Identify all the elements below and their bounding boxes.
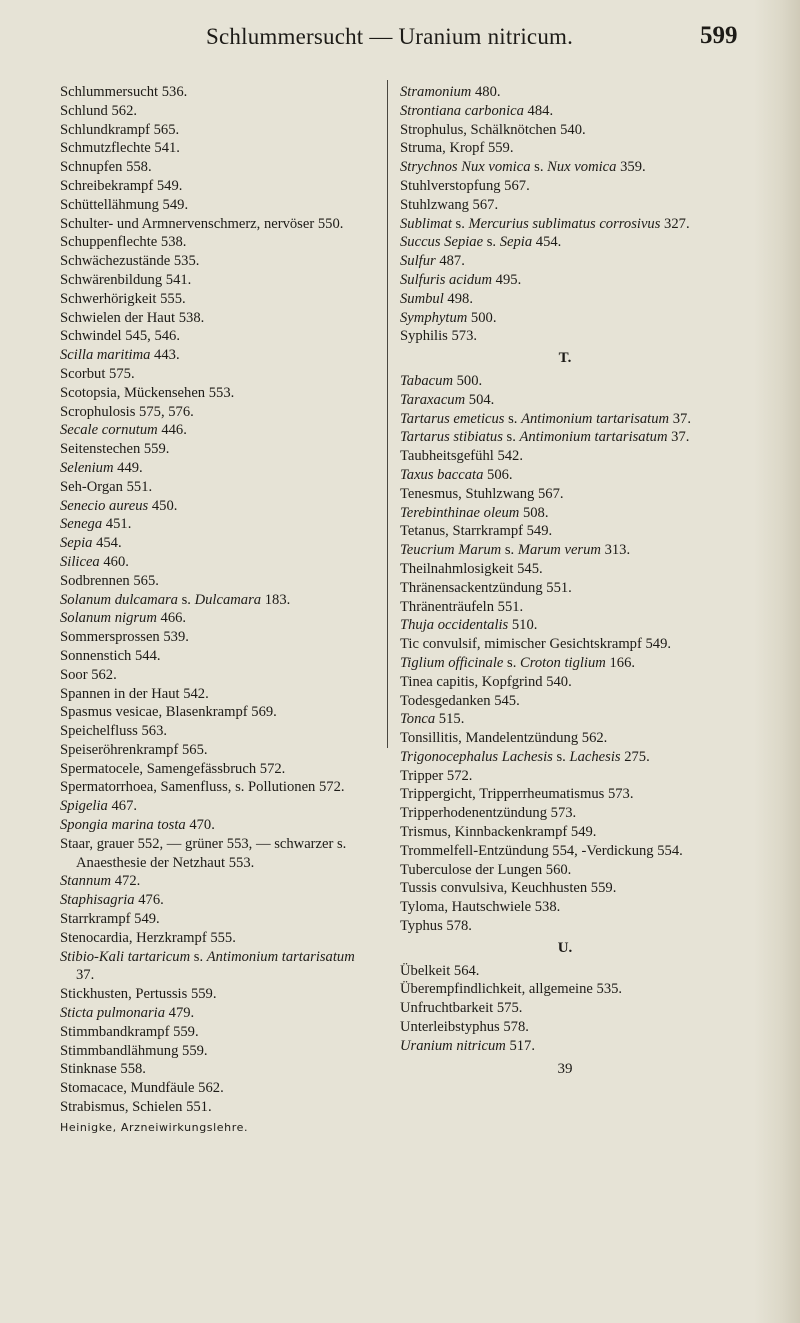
- entry-term: Schmutzflechte 541.: [60, 140, 180, 157]
- footer-note: Heinigke, Arzneiwirkungslehre.: [60, 1120, 249, 1134]
- index-entry: [60, 1004, 375, 1023]
- section-letter-t: T.: [558, 350, 572, 367]
- index-entry: [60, 722, 375, 741]
- index-entry: [60, 139, 375, 158]
- entry-term: Succus Sepiae: [400, 234, 484, 251]
- index-entry: [60, 985, 375, 1004]
- column-divider: [387, 80, 388, 748]
- entry-term: Starrkrampf 549.: [60, 911, 160, 928]
- index-entry: [400, 447, 730, 466]
- entry-term: Schlund 562.: [60, 102, 138, 119]
- entry-term: Tartarus emeticus: [400, 410, 505, 427]
- index-entry: [60, 158, 375, 177]
- index-entry: [60, 591, 375, 610]
- entry-page-ref: 480.: [471, 84, 501, 100]
- index-entry: [400, 522, 730, 541]
- index-entry: [400, 271, 730, 290]
- index-entry: [400, 428, 730, 447]
- entry-term: Stimmbandkrampf 559.: [60, 1023, 199, 1040]
- entry-page-ref: 506.: [483, 466, 513, 483]
- index-entry: [60, 553, 375, 572]
- entry-page-ref: 508.: [519, 504, 549, 521]
- entry-term: Scilla maritima: [60, 347, 151, 364]
- entry-term: Schwärenbildung 541.: [60, 271, 192, 288]
- entry-term: Taubheitsgefühl 542.: [400, 448, 523, 465]
- index-entry: [400, 83, 730, 102]
- entry-term: Tartarus stibiatus: [400, 429, 503, 446]
- index-entry: [60, 102, 375, 121]
- index-entry: [400, 1037, 730, 1056]
- right-entry-list-t: [400, 372, 730, 936]
- entry-cross-reference: Dulcamara: [194, 591, 262, 608]
- index-entry: [60, 929, 375, 948]
- index-entry: [60, 327, 375, 346]
- index-entry: [60, 196, 375, 215]
- entry-term: Scorbut 575.: [60, 365, 135, 382]
- entry-term: Unfruchtbarkeit 575.: [400, 1000, 523, 1017]
- entry-term: Spermatorrhoea, Samenfluss, s. Pollutionen 572.: [60, 779, 345, 796]
- entry-term: Theilnahmlosigkeit 545.: [400, 560, 543, 577]
- index-entry: [400, 879, 730, 898]
- index-entry: [60, 215, 375, 234]
- index-entry: [400, 327, 730, 346]
- entry-term: Stickhusten, Pertussis 559.: [60, 986, 217, 1003]
- entry-term: Spigelia: [60, 798, 108, 815]
- entry-page-ref: 450.: [148, 497, 178, 514]
- index-entry: [400, 215, 730, 234]
- index-entry: [60, 1079, 375, 1098]
- index-entry: [400, 560, 730, 579]
- index-entry: [60, 252, 375, 271]
- entry-page-ref: 451.: [102, 516, 132, 533]
- entry-page-number: 37.: [76, 967, 95, 984]
- index-entry: [400, 710, 730, 729]
- left-entry-list: [60, 83, 375, 1117]
- entry-page-ref: 449.: [113, 459, 143, 476]
- index-entry: [400, 673, 730, 692]
- index-entry: [60, 440, 375, 459]
- entry-term: Schuppenflechte 538.: [60, 234, 187, 251]
- entry-page-ref: 484.: [523, 102, 554, 119]
- entry-cross-reference: Nux vomica: [547, 159, 617, 176]
- entry-term: Solanum nigrum: [60, 610, 157, 627]
- entry-term: Soor 562.: [60, 666, 117, 683]
- index-entry: [60, 233, 375, 252]
- entry-term: Thränensackentzündung 551.: [400, 579, 572, 596]
- entry-term: Struma, Kropf 559.: [400, 140, 514, 157]
- entry-page-ref: s.: [501, 542, 518, 559]
- index-entry: [60, 365, 375, 384]
- index-entry: [60, 609, 375, 628]
- entry-page-ref: 495.: [492, 271, 522, 288]
- entry-page-ref: 466.: [156, 610, 187, 627]
- index-entry: [60, 421, 375, 440]
- entry-term: Tripper 572.: [400, 767, 473, 784]
- entry-term: Sublimat: [400, 215, 452, 232]
- index-entry: [400, 102, 730, 121]
- entry-page-number: 183.: [261, 591, 291, 608]
- index-entry: [60, 290, 375, 309]
- entry-term: Tonca: [400, 711, 436, 728]
- entry-term: Sepia: [60, 535, 93, 552]
- index-entry: [60, 271, 375, 290]
- index-entry: [400, 410, 730, 429]
- entry-term: Staphisagria: [60, 892, 135, 909]
- entry-term: Schulter- und Armnervenschmerz, nervöser 550.: [60, 215, 344, 232]
- entry-term: Sulfuris acidum: [400, 271, 493, 288]
- entry-term: Spermatocele, Samengefässbruch 572.: [60, 760, 286, 777]
- entry-term: Überempfindlichkeit, allgemeine 535.: [400, 981, 623, 998]
- right-entry-list-u: [400, 962, 730, 1056]
- index-entry: [400, 861, 730, 880]
- index-entry: [400, 917, 730, 936]
- entry-term: Taraxacum: [400, 391, 466, 408]
- entry-term: Seitenstechen 559.: [60, 441, 170, 458]
- entry-term: Schlundkrampf 565.: [60, 121, 180, 138]
- running-header: [0, 22, 800, 58]
- entry-term: Senecio aureus: [60, 497, 149, 514]
- entry-page-number: 275.: [620, 748, 650, 765]
- entry-term: Seh-Organ 551.: [60, 478, 153, 495]
- index-entry: [400, 748, 730, 767]
- entry-page-ref: 470.: [185, 817, 215, 834]
- entry-cross-reference: Mercurius sublimatus corrosivus: [468, 215, 661, 232]
- entry-term: Strychnos Nux vomica: [400, 159, 531, 176]
- entry-cross-reference: Lachesis: [569, 748, 621, 765]
- entry-page-ref: s.: [530, 159, 548, 176]
- entry-term: Tonsillitis, Mandelentzündung 562.: [400, 730, 608, 747]
- index-entry: [400, 233, 730, 252]
- entry-cross-reference: Sepia: [499, 234, 533, 251]
- entry-page-ref: 476.: [134, 892, 164, 909]
- index-entry: [400, 579, 730, 598]
- entry-page-ref: s.: [502, 429, 520, 446]
- index-entry: [400, 177, 730, 196]
- entry-page-ref: 515.: [435, 711, 465, 728]
- page-number: 599: [700, 22, 738, 49]
- section-letter-u: U.: [557, 939, 573, 956]
- index-entry: [60, 703, 375, 722]
- index-entry: [400, 823, 730, 842]
- index-entry: [400, 616, 730, 635]
- index-entry: [60, 121, 375, 140]
- index-entry: [400, 372, 730, 391]
- entry-page-ref: 472.: [111, 873, 141, 890]
- entry-page-number: 327.: [660, 215, 690, 232]
- entry-term: Speichelfluss 563.: [60, 723, 168, 740]
- entry-term: Tripperhodenentzündung 573.: [400, 805, 577, 822]
- entry-page-ref: 479.: [165, 1005, 195, 1022]
- index-entry: [60, 685, 375, 704]
- right-entry-list-s: [400, 83, 730, 346]
- entry-term: Stannum: [60, 873, 112, 890]
- index-entry: [60, 778, 375, 797]
- index-entry: [60, 647, 375, 666]
- index-entry: [60, 572, 375, 591]
- left-column: [60, 83, 375, 1138]
- entry-term: Spongia marina tosta: [60, 817, 186, 834]
- entry-term: Tetanus, Starrkrampf 549.: [400, 523, 553, 540]
- entry-term: Schüttellähmung 549.: [60, 196, 189, 213]
- entry-term: Trigonocephalus Lachesis: [400, 748, 553, 765]
- entry-term: Thränenträufeln 551.: [400, 598, 524, 615]
- entry-page-ref: 504.: [465, 391, 495, 408]
- entry-term: Scotopsia, Mückensehen 553.: [60, 384, 235, 401]
- index-entry: [60, 1042, 375, 1061]
- entry-term: Strophulus, Schälknötchen 540.: [400, 121, 586, 138]
- entry-term: Selenium: [60, 459, 114, 476]
- index-entry: [400, 391, 730, 410]
- entry-term: Teucrium Marum: [400, 542, 502, 559]
- entry-term: Schwindel 545, 546.: [60, 328, 180, 345]
- index-entry: [60, 1023, 375, 1042]
- index-entry: [60, 1098, 375, 1117]
- right-column: [400, 83, 730, 1078]
- index-entry: [400, 485, 730, 504]
- header-title: Schlummersucht — Uranium nitricum.: [206, 24, 574, 49]
- index-entry: [60, 534, 375, 553]
- index-entry: [60, 1060, 375, 1079]
- index-entry: [60, 309, 375, 328]
- entry-page-ref: 460.: [99, 553, 129, 570]
- entry-term: Staar, grauer 552, — grüner 553, — schwarzer s. Anaesthesie der Netzhaut 553.: [60, 835, 347, 871]
- entry-page-ref: 454.: [92, 535, 122, 552]
- entry-term: Senega: [60, 516, 103, 533]
- entry-term: Schreibekrampf 549.: [60, 177, 183, 194]
- entry-term: Symphytum: [400, 309, 468, 326]
- entry-term: Uranium nitricum: [400, 1037, 506, 1054]
- entry-term: Stinknase 558.: [60, 1061, 146, 1078]
- entry-term: Todesgedanken 545.: [400, 692, 520, 709]
- index-entry: [400, 767, 730, 786]
- entry-term: Schwielen der Haut 538.: [60, 309, 205, 326]
- index-entry: [60, 816, 375, 835]
- entry-page-ref: 517.: [505, 1037, 535, 1054]
- entry-page-ref: s.: [190, 948, 207, 965]
- entry-page-ref: 443.: [150, 347, 180, 364]
- index-entry: [60, 891, 375, 910]
- index-entry: [400, 999, 730, 1018]
- index-entry: [400, 962, 730, 981]
- entry-page-ref: s.: [483, 234, 500, 251]
- entry-term: Schwerhörigkeit 555.: [60, 290, 186, 307]
- index-entry: [400, 252, 730, 271]
- entry-page-number: 313.: [600, 542, 631, 559]
- index-entry: [400, 466, 730, 485]
- index-entry: [60, 177, 375, 196]
- index-entry: [400, 309, 730, 328]
- entry-term: Schwächezustände 535.: [60, 253, 200, 270]
- entry-page-ref: 500.: [467, 309, 497, 326]
- entry-page-ref: 510.: [508, 617, 538, 634]
- index-entry: [60, 459, 375, 478]
- entry-page-ref: 500.: [452, 372, 483, 389]
- index-entry: [400, 158, 730, 177]
- entry-term: Stuhlzwang 567.: [400, 196, 499, 213]
- entry-term: Stuhlverstopfung 567.: [400, 177, 530, 194]
- entry-term: Silicea: [60, 553, 100, 570]
- entry-term: Sticta pulmonaria: [60, 1005, 165, 1022]
- entry-cross-reference: Antimonium tartarisatum: [519, 429, 668, 446]
- entry-page-number: 454.: [532, 234, 562, 251]
- index-entry: [60, 515, 375, 534]
- index-entry: [60, 760, 375, 779]
- index-entry: [400, 504, 730, 523]
- entry-term: Stramonium: [400, 84, 472, 100]
- index-entry: [60, 666, 375, 685]
- entry-term: Sulfur: [400, 253, 436, 270]
- entry-term: Stimmbandlähmung 559.: [60, 1042, 208, 1059]
- index-entry: [60, 628, 375, 647]
- index-entry: [400, 121, 730, 140]
- entry-term: Strabismus, Schielen 551.: [60, 1099, 212, 1116]
- index-entry: [60, 872, 375, 891]
- index-entry: [400, 980, 730, 999]
- entry-cross-reference: Marum verum: [517, 542, 601, 559]
- entry-term: Typhus 578.: [400, 918, 472, 935]
- index-entry: [60, 478, 375, 497]
- entry-term: Schnupfen 558.: [60, 159, 152, 176]
- entry-page-ref: s.: [503, 654, 520, 671]
- entry-term: Trippergicht, Tripperrheumatismus 573.: [400, 786, 634, 803]
- index-entry: [60, 910, 375, 929]
- index-entry: [400, 635, 730, 654]
- entry-term: Tic convulsif, mimischer Gesichtskrampf 549.: [400, 636, 672, 653]
- entry-term: Tabacum: [400, 372, 453, 389]
- index-entry: [400, 785, 730, 804]
- index-entry: [60, 948, 375, 986]
- entry-term: Tiglium officinale: [400, 654, 504, 671]
- index-entry: [60, 384, 375, 403]
- index-entry: [400, 139, 730, 158]
- entry-cross-reference: Croton tiglium: [520, 654, 606, 671]
- index-entry: [400, 541, 730, 560]
- entry-term: Syphilis 573.: [400, 328, 478, 345]
- entry-term: Trismus, Kinnbackenkrampf 549.: [400, 824, 597, 841]
- entry-term: Spannen in der Haut 542.: [60, 685, 209, 702]
- entry-term: Taxus baccata: [400, 466, 484, 483]
- entry-term: Tyloma, Hautschwiele 538.: [400, 899, 561, 916]
- index-entry: [400, 729, 730, 748]
- index-entry: [60, 497, 375, 516]
- entry-page-number: 37.: [667, 429, 690, 446]
- entry-page-ref: s.: [552, 748, 570, 765]
- entry-term: Stenocardia, Herzkrampf 555.: [60, 929, 236, 946]
- index-entry: [60, 403, 375, 422]
- entry-term: Sumbul: [400, 290, 444, 307]
- index-entry: [400, 290, 730, 309]
- index-entry: [60, 797, 375, 816]
- entry-page-ref: s.: [177, 591, 195, 608]
- entry-cross-reference: Antimonium tartarisatum: [521, 410, 670, 427]
- entry-page-number: 359.: [616, 159, 646, 176]
- index-entry: [400, 598, 730, 617]
- index-entry: [400, 898, 730, 917]
- entry-term: Scrophulosis 575, 576.: [60, 403, 194, 420]
- entry-page-ref: 498.: [443, 290, 473, 307]
- entry-page-ref: s.: [451, 215, 469, 232]
- entry-cross-reference: Antimonium tartarisatum: [206, 948, 355, 965]
- signature-mark: 39: [557, 1060, 573, 1077]
- entry-term: Schlummersucht 536.: [60, 84, 188, 100]
- entry-term: Tussis convulsiva, Keuchhusten 559.: [400, 880, 617, 897]
- index-entry: [400, 196, 730, 215]
- entry-term: Sodbrennen 565.: [60, 572, 159, 589]
- index-entry: [60, 346, 375, 365]
- entry-page-ref: 446.: [157, 422, 187, 439]
- entry-term: Speiseröhrenkrampf 565.: [60, 741, 208, 758]
- index-entry: [60, 83, 375, 102]
- entry-term: Stomacace, Mundfäule 562.: [60, 1080, 224, 1097]
- entry-term: Thuja occidentalis: [400, 617, 509, 634]
- entry-term: Sommersprossen 539.: [60, 629, 189, 646]
- entry-term: Spasmus vesicae, Blasenkrampf 569.: [60, 704, 277, 721]
- page-binding-shadow: [754, 0, 800, 1323]
- entry-page-ref: s.: [504, 410, 522, 427]
- entry-term: Unterleibstyphus 578.: [400, 1019, 529, 1036]
- index-entry: [400, 842, 730, 861]
- entry-term: Terebinthinae oleum: [400, 504, 520, 521]
- entry-term: Tuberculose der Lungen 560.: [400, 861, 572, 878]
- index-entry: [60, 741, 375, 760]
- index-entry: [400, 1018, 730, 1037]
- index-entry: [400, 804, 730, 823]
- entry-page-number: 166.: [605, 654, 636, 671]
- entry-term: Sonnenstich 544.: [60, 647, 161, 664]
- entry-page-ref: 487.: [435, 253, 465, 270]
- entry-term: Strontiana carbonica: [400, 102, 524, 119]
- entry-term: Tinea capitis, Kopfgrind 540.: [400, 673, 572, 690]
- entry-term: Übelkeit 564.: [400, 962, 480, 979]
- entry-page-number: 37.: [669, 410, 691, 427]
- entry-term: Secale cornutum: [60, 422, 158, 439]
- entry-term: Tenesmus, Stuhlzwang 567.: [400, 485, 564, 502]
- index-entry: [400, 654, 730, 673]
- index-entry: [400, 692, 730, 711]
- index-entry: [60, 835, 375, 873]
- entry-page-ref: 467.: [107, 798, 138, 815]
- entry-term: Trommelfell-Entzündung 554, -Verdickung 554.: [400, 842, 683, 859]
- entry-term: Solanum dulcamara: [60, 591, 178, 608]
- entry-term: Stibio-Kali tartaricum: [60, 948, 191, 965]
